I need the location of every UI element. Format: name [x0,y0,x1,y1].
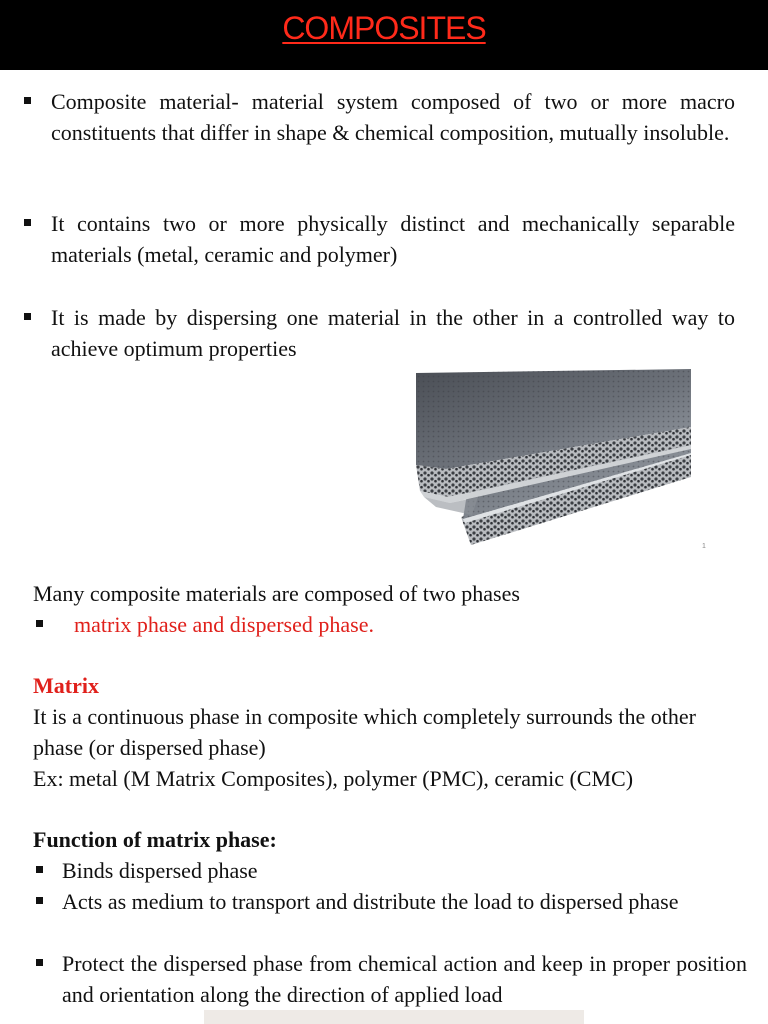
matrix-definition: It is a continuous phase in composite which completely surrounds the other phase (or dispersed phase) [33,704,696,760]
bullet-marker [24,219,31,226]
composite-panels-image [416,369,691,575]
function-item: Protect the dispersed phase from chemical action and keep in proper position and orientation along the direction of applied load [62,951,747,1007]
image-number: 1 [702,543,706,550]
composite-panels-illustration [416,369,691,575]
bullet-marker [36,897,43,904]
matrix-heading: Matrix [33,673,99,698]
bullet-dispersing: It is made by dispersing one material in the other in a controlled way to achieve optimum properties [51,305,735,361]
page-title: COMPOSITES [282,10,486,46]
bullet-marker [36,620,43,627]
bullet-composite-definition: Composite material- material system composed of two or more macro constituents that differ in shape & chemical composition, mutually insoluble. [51,89,735,145]
bullet-distinct-materials: It contains two or more physically distinct and mechanically separable materials (metal, ceramic and polymer) [51,211,735,267]
next-image-edge [204,1010,584,1024]
phases-bullet: matrix phase and dispersed phase. [74,612,374,637]
matrix-examples: Ex: metal (M Matrix Composites), polymer (PMC), ceramic (CMC) [33,766,634,791]
bullet-marker [36,866,43,873]
phases-intro: Many composite materials are composed of two phases [33,581,520,606]
function-item: Acts as medium to transport and distribute the load to dispersed phase [62,889,679,914]
bullet-marker [24,97,31,104]
function-item: Binds dispersed phase [62,858,258,883]
bullet-marker [36,959,43,966]
functions-heading: Function of matrix phase: [33,827,277,852]
bullet-marker [24,313,31,320]
